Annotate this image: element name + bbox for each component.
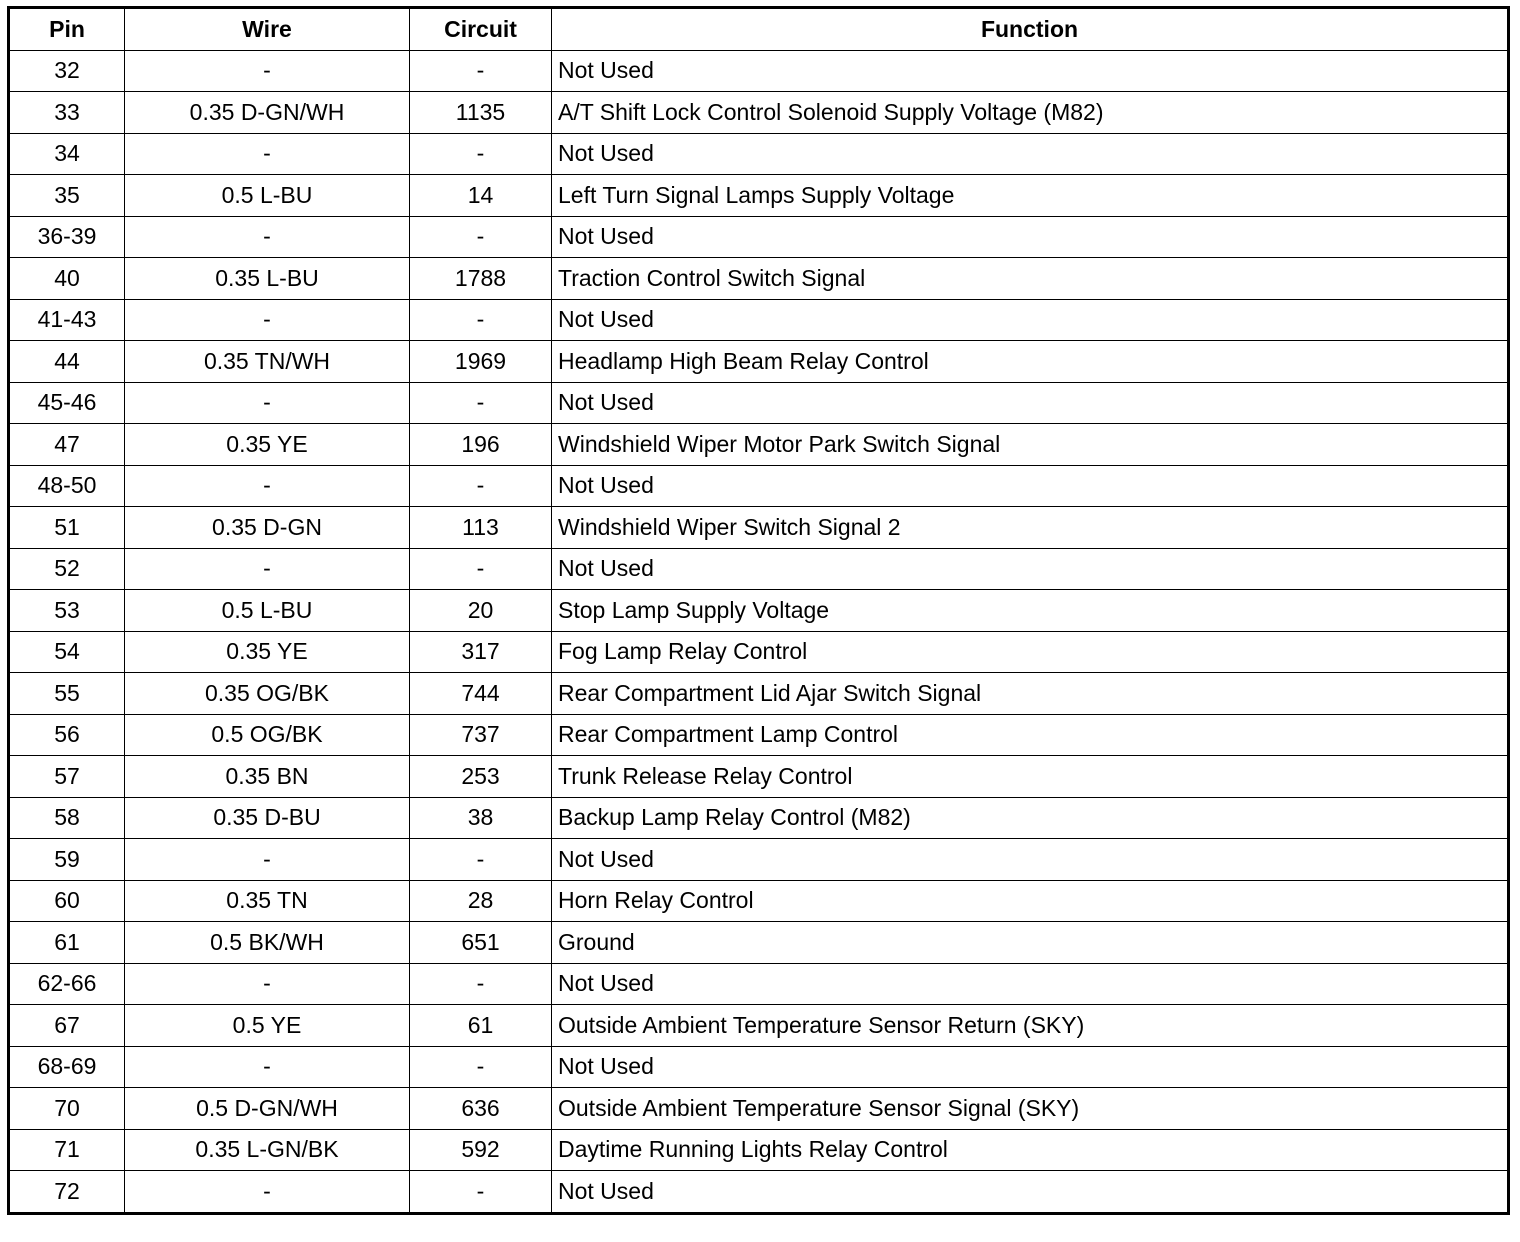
wire-cell: - (125, 50, 410, 92)
pin-cell: 55 (9, 673, 125, 715)
circuit-cell: - (410, 465, 552, 507)
table-row (9, 631, 1509, 673)
pin-cell: 35 (9, 175, 125, 217)
wire-cell: - (125, 1046, 410, 1088)
function-cell: Outside Ambient Temperature Sensor Return (SKY) (552, 1005, 1509, 1047)
circuit-cell: 61 (410, 1005, 552, 1047)
wire-cell: 0.35 D-GN/WH (125, 92, 410, 134)
table-row (9, 92, 1509, 134)
wire-cell: 0.35 L-GN/BK (125, 1129, 410, 1171)
function-cell: Not Used (552, 465, 1509, 507)
circuit-cell: 592 (410, 1129, 552, 1171)
table-row (9, 1005, 1509, 1047)
wire-cell: - (125, 839, 410, 881)
circuit-cell: 744 (410, 673, 552, 715)
circuit-cell: - (410, 1046, 552, 1088)
table-row (9, 465, 1509, 507)
function-cell: A/T Shift Lock Control Solenoid Supply Voltage (M82) (552, 92, 1509, 134)
function-cell: Headlamp High Beam Relay Control (552, 341, 1509, 383)
function-cell: Windshield Wiper Switch Signal 2 (552, 507, 1509, 549)
function-cell: Trunk Release Relay Control (552, 756, 1509, 798)
pin-cell: 61 (9, 922, 125, 964)
wire-cell: - (125, 465, 410, 507)
function-cell: Not Used (552, 963, 1509, 1005)
table-row (9, 839, 1509, 881)
circuit-cell: - (410, 839, 552, 881)
wire-cell: 0.5 D-GN/WH (125, 1088, 410, 1130)
header-function: Function (552, 8, 1509, 51)
wire-cell: 0.5 L-BU (125, 175, 410, 217)
wire-cell: 0.5 L-BU (125, 590, 410, 632)
pin-cell: 54 (9, 631, 125, 673)
table-row (9, 1171, 1509, 1214)
circuit-cell: 28 (410, 880, 552, 922)
function-cell: Not Used (552, 1171, 1509, 1214)
function-cell: Not Used (552, 548, 1509, 590)
table-row (9, 1046, 1509, 1088)
pin-cell: 34 (9, 133, 125, 175)
circuit-cell: 20 (410, 590, 552, 632)
function-cell: Not Used (552, 133, 1509, 175)
wire-cell: 0.35 YE (125, 424, 410, 466)
table-row (9, 963, 1509, 1005)
pin-cell: 45-46 (9, 382, 125, 424)
pin-cell: 36-39 (9, 216, 125, 258)
function-cell: Horn Relay Control (552, 880, 1509, 922)
table-row (9, 880, 1509, 922)
function-cell: Daytime Running Lights Relay Control (552, 1129, 1509, 1171)
circuit-cell: - (410, 299, 552, 341)
wire-cell: - (125, 963, 410, 1005)
table-row (9, 756, 1509, 798)
header-circuit: Circuit (410, 8, 552, 51)
circuit-cell: - (410, 216, 552, 258)
header-pin: Pin (9, 8, 125, 51)
pin-cell: 67 (9, 1005, 125, 1047)
wire-cell: - (125, 382, 410, 424)
wire-cell: 0.5 YE (125, 1005, 410, 1047)
function-cell: Not Used (552, 50, 1509, 92)
table-row (9, 341, 1509, 383)
circuit-cell: 38 (410, 797, 552, 839)
table-row (9, 216, 1509, 258)
wire-cell: - (125, 216, 410, 258)
pin-cell: 57 (9, 756, 125, 798)
pin-cell: 52 (9, 548, 125, 590)
table-row (9, 299, 1509, 341)
pin-cell: 70 (9, 1088, 125, 1130)
circuit-cell: 14 (410, 175, 552, 217)
pin-cell: 53 (9, 590, 125, 632)
table-row (9, 590, 1509, 632)
pin-cell: 56 (9, 714, 125, 756)
circuit-cell: 636 (410, 1088, 552, 1130)
circuit-cell: 196 (410, 424, 552, 466)
header-row (9, 8, 1509, 51)
circuit-cell: - (410, 1171, 552, 1214)
table-row (9, 673, 1509, 715)
pin-cell: 32 (9, 50, 125, 92)
wire-cell: 0.35 L-BU (125, 258, 410, 300)
header-wire: Wire (125, 8, 410, 51)
table-row (9, 1129, 1509, 1171)
circuit-cell: 113 (410, 507, 552, 549)
circuit-cell: 1135 (410, 92, 552, 134)
circuit-cell: 737 (410, 714, 552, 756)
table-row (9, 50, 1509, 92)
function-cell: Not Used (552, 839, 1509, 881)
wire-cell: - (125, 1171, 410, 1214)
circuit-cell: 317 (410, 631, 552, 673)
function-cell: Fog Lamp Relay Control (552, 631, 1509, 673)
table-row (9, 258, 1509, 300)
wire-cell: 0.5 OG/BK (125, 714, 410, 756)
pin-cell: 58 (9, 797, 125, 839)
circuit-cell: - (410, 963, 552, 1005)
pin-cell: 51 (9, 507, 125, 549)
function-cell: Not Used (552, 1046, 1509, 1088)
pin-cell: 59 (9, 839, 125, 881)
function-cell: Not Used (552, 299, 1509, 341)
table-row (9, 382, 1509, 424)
wire-cell: - (125, 299, 410, 341)
pin-cell: 40 (9, 258, 125, 300)
circuit-cell: - (410, 382, 552, 424)
wire-cell: 0.35 D-GN (125, 507, 410, 549)
pin-cell: 33 (9, 92, 125, 134)
wire-cell: 0.35 OG/BK (125, 673, 410, 715)
function-cell: Not Used (552, 382, 1509, 424)
wire-cell: 0.35 TN (125, 880, 410, 922)
pin-cell: 44 (9, 341, 125, 383)
table-row (9, 424, 1509, 466)
function-cell: Ground (552, 922, 1509, 964)
pin-cell: 71 (9, 1129, 125, 1171)
circuit-cell: - (410, 548, 552, 590)
circuit-cell: - (410, 133, 552, 175)
table-row (9, 175, 1509, 217)
wire-cell: - (125, 548, 410, 590)
function-cell: Outside Ambient Temperature Sensor Signal (SKY) (552, 1088, 1509, 1130)
table-row (9, 133, 1509, 175)
function-cell: Left Turn Signal Lamps Supply Voltage (552, 175, 1509, 217)
function-cell: Stop Lamp Supply Voltage (552, 590, 1509, 632)
pin-cell: 60 (9, 880, 125, 922)
table-row (9, 714, 1509, 756)
wire-cell: 0.35 BN (125, 756, 410, 798)
wire-cell: 0.35 YE (125, 631, 410, 673)
table-row (9, 548, 1509, 590)
wire-cell: - (125, 133, 410, 175)
table-row (9, 922, 1509, 964)
pin-cell: 41-43 (9, 299, 125, 341)
circuit-cell: 253 (410, 756, 552, 798)
function-cell: Windshield Wiper Motor Park Switch Signal (552, 424, 1509, 466)
pin-cell: 48-50 (9, 465, 125, 507)
function-cell: Backup Lamp Relay Control (M82) (552, 797, 1509, 839)
pin-cell: 72 (9, 1171, 125, 1214)
pinout-rows (9, 50, 1509, 1213)
wire-cell: 0.35 TN/WH (125, 341, 410, 383)
circuit-cell: 1969 (410, 341, 552, 383)
circuit-cell: - (410, 50, 552, 92)
function-cell: Traction Control Switch Signal (552, 258, 1509, 300)
pin-cell: 68-69 (9, 1046, 125, 1088)
function-cell: Rear Compartment Lamp Control (552, 714, 1509, 756)
wire-cell: 0.35 D-BU (125, 797, 410, 839)
function-cell: Not Used (552, 216, 1509, 258)
pin-cell: 62-66 (9, 963, 125, 1005)
table-row (9, 1088, 1509, 1130)
table-row (9, 507, 1509, 549)
wire-cell: 0.5 BK/WH (125, 922, 410, 964)
connector-pinout-sheet (7, 6, 1507, 1215)
function-cell: Rear Compartment Lid Ajar Switch Signal (552, 673, 1509, 715)
circuit-cell: 1788 (410, 258, 552, 300)
pin-cell: 47 (9, 424, 125, 466)
table-row (9, 797, 1509, 839)
pinout-table (7, 6, 1510, 1215)
circuit-cell: 651 (410, 922, 552, 964)
